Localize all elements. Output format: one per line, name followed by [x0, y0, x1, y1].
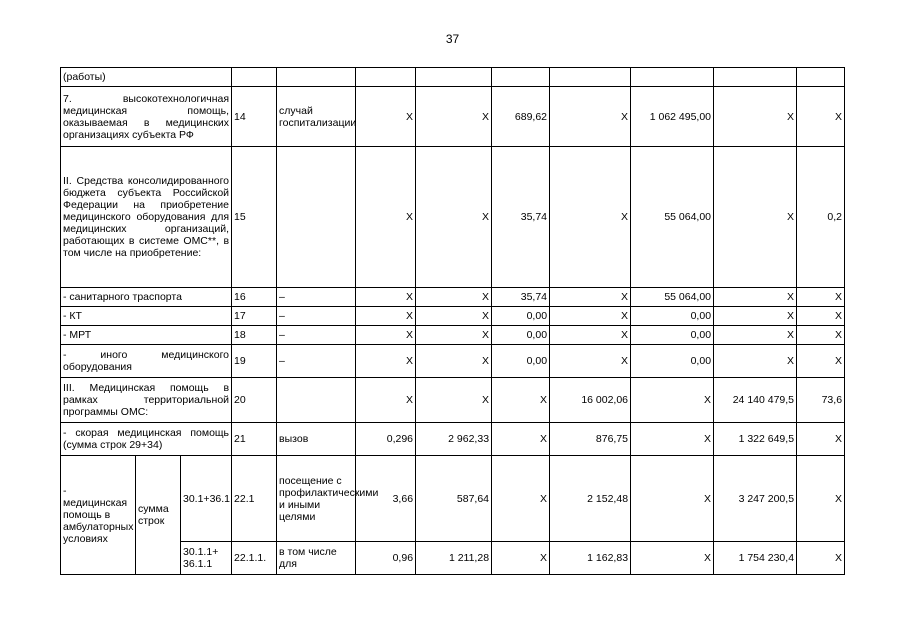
cell: 0,00: [631, 307, 714, 326]
cell: Х: [631, 542, 714, 575]
row-unit: [277, 378, 356, 423]
row-code: 22.1.1.: [232, 542, 277, 575]
cell: Х: [797, 307, 845, 326]
cell: 35,74: [492, 147, 550, 288]
cell: Х: [416, 307, 492, 326]
row-code: 22.1: [232, 456, 277, 542]
cell: Х: [550, 288, 631, 307]
cell: Х: [356, 378, 416, 423]
cell: Х: [797, 87, 845, 147]
cell: Х: [797, 423, 845, 456]
table-row: [61, 87, 845, 147]
row-code: 15: [232, 147, 277, 288]
cell: 35,74: [492, 288, 550, 307]
row-description: - санитарного траспорта: [61, 288, 232, 307]
cell: Х: [797, 456, 845, 542]
cell: Х: [356, 288, 416, 307]
cell: 55 064,00: [631, 288, 714, 307]
cell: Х: [416, 326, 492, 345]
table-row: [61, 288, 845, 307]
cell: Х: [550, 307, 631, 326]
cell: Х: [492, 542, 550, 575]
table-row: [61, 147, 845, 288]
cell: Х: [631, 423, 714, 456]
row-description: - КТ: [61, 307, 232, 326]
row-unit: –: [277, 345, 356, 378]
cell: 2 962,33: [416, 423, 492, 456]
cell: Х: [416, 147, 492, 288]
cell: Х: [492, 378, 550, 423]
row-description: (работы): [61, 68, 232, 87]
cell: 0,00: [631, 326, 714, 345]
row-description: - иного медицинского оборудования: [61, 345, 232, 378]
row-reference: 30.1.1+ 36.1.1: [181, 542, 232, 575]
cell: 0,2: [797, 147, 845, 288]
table-row: [61, 307, 845, 326]
cell: 0,296: [356, 423, 416, 456]
table-row: [61, 345, 845, 378]
row-unit: –: [277, 307, 356, 326]
cell: 16 002,06: [550, 378, 631, 423]
row-code: 17: [232, 307, 277, 326]
row-unit: вызов: [277, 423, 356, 456]
cell: Х: [416, 87, 492, 147]
cell: 0,00: [492, 345, 550, 378]
cell: Х: [714, 307, 797, 326]
financing-table: [60, 67, 845, 575]
row-description: - МРТ: [61, 326, 232, 345]
row-unit: случай госпитализации: [277, 87, 356, 147]
cell: 0,00: [631, 345, 714, 378]
row-reference: 30.1+36.1: [181, 456, 232, 542]
cell: 24 140 479,5: [714, 378, 797, 423]
cell: 0,00: [492, 307, 550, 326]
cell: Х: [714, 87, 797, 147]
cell: 55 064,00: [631, 147, 714, 288]
cell: 587,64: [416, 456, 492, 542]
cell: Х: [356, 307, 416, 326]
cell: Х: [797, 542, 845, 575]
table-row: [61, 68, 845, 87]
cell: Х: [714, 345, 797, 378]
row-unit: –: [277, 326, 356, 345]
table-row: [61, 423, 845, 456]
cell: 3,66: [356, 456, 416, 542]
cell: Х: [550, 147, 631, 288]
cell: 876,75: [550, 423, 631, 456]
cell: Х: [797, 326, 845, 345]
row-code: 14: [232, 87, 277, 147]
table-row: [61, 378, 845, 423]
row-unit: –: [277, 288, 356, 307]
cell: 1 211,28: [416, 542, 492, 575]
cell: Х: [550, 345, 631, 378]
cell: Х: [356, 345, 416, 378]
cell: Х: [492, 423, 550, 456]
cell: Х: [714, 288, 797, 307]
cell: Х: [550, 87, 631, 147]
cell: Х: [356, 326, 416, 345]
page-number: 37: [445, 32, 460, 46]
cell: Х: [356, 87, 416, 147]
row-code: 16: [232, 288, 277, 307]
cell: Х: [492, 456, 550, 542]
cell: Х: [714, 326, 797, 345]
cell: 689,62: [492, 87, 550, 147]
cell: Х: [797, 288, 845, 307]
cell: 0,00: [492, 326, 550, 345]
row-unit: в том числе для: [277, 542, 356, 575]
cell: 1 162,83: [550, 542, 631, 575]
row-code: 19: [232, 345, 277, 378]
cell: 73,6: [797, 378, 845, 423]
cell: Х: [356, 147, 416, 288]
row-code: 18: [232, 326, 277, 345]
cell: 0,96: [356, 542, 416, 575]
row-description: - скорая медицинская помощь (сумма строк 29+34): [61, 423, 232, 456]
row-subnote: сумма строк: [136, 456, 181, 575]
row-description: 7. высокотехнологичная медицинская помощь, оказываемая в медицинских организациях субъекта РФ: [61, 87, 232, 147]
cell: Х: [550, 326, 631, 345]
cell: 3 247 200,5: [714, 456, 797, 542]
cell: Х: [416, 378, 492, 423]
row-description: III. Медицинская помощь в рамках территориальной программы ОМС:: [61, 378, 232, 423]
row-unit: посещение с профилактическими и иными целями: [277, 456, 356, 542]
table-row: [61, 326, 845, 345]
cell: Х: [631, 378, 714, 423]
cell: 1 322 649,5: [714, 423, 797, 456]
cell: Х: [416, 345, 492, 378]
cell: Х: [797, 345, 845, 378]
cell: 1 062 495,00: [631, 87, 714, 147]
cell: Х: [714, 147, 797, 288]
row-description: II. Средства консолидированного бюджета субъекта Российской Федерации на приобретение медицинского оборудования для медицинских организаций, работающих в системе ОМС**, в том числе на приобретение:: [61, 147, 232, 288]
row-unit: [277, 147, 356, 288]
row-description: - медицинская помощь в амбулаторных условиях: [61, 456, 136, 575]
row-code: 21: [232, 423, 277, 456]
table-row: [61, 456, 845, 542]
row-code: 20: [232, 378, 277, 423]
cell: 1 754 230,4: [714, 542, 797, 575]
cell: 2 152,48: [550, 456, 631, 542]
cell: Х: [416, 288, 492, 307]
cell: Х: [631, 456, 714, 542]
